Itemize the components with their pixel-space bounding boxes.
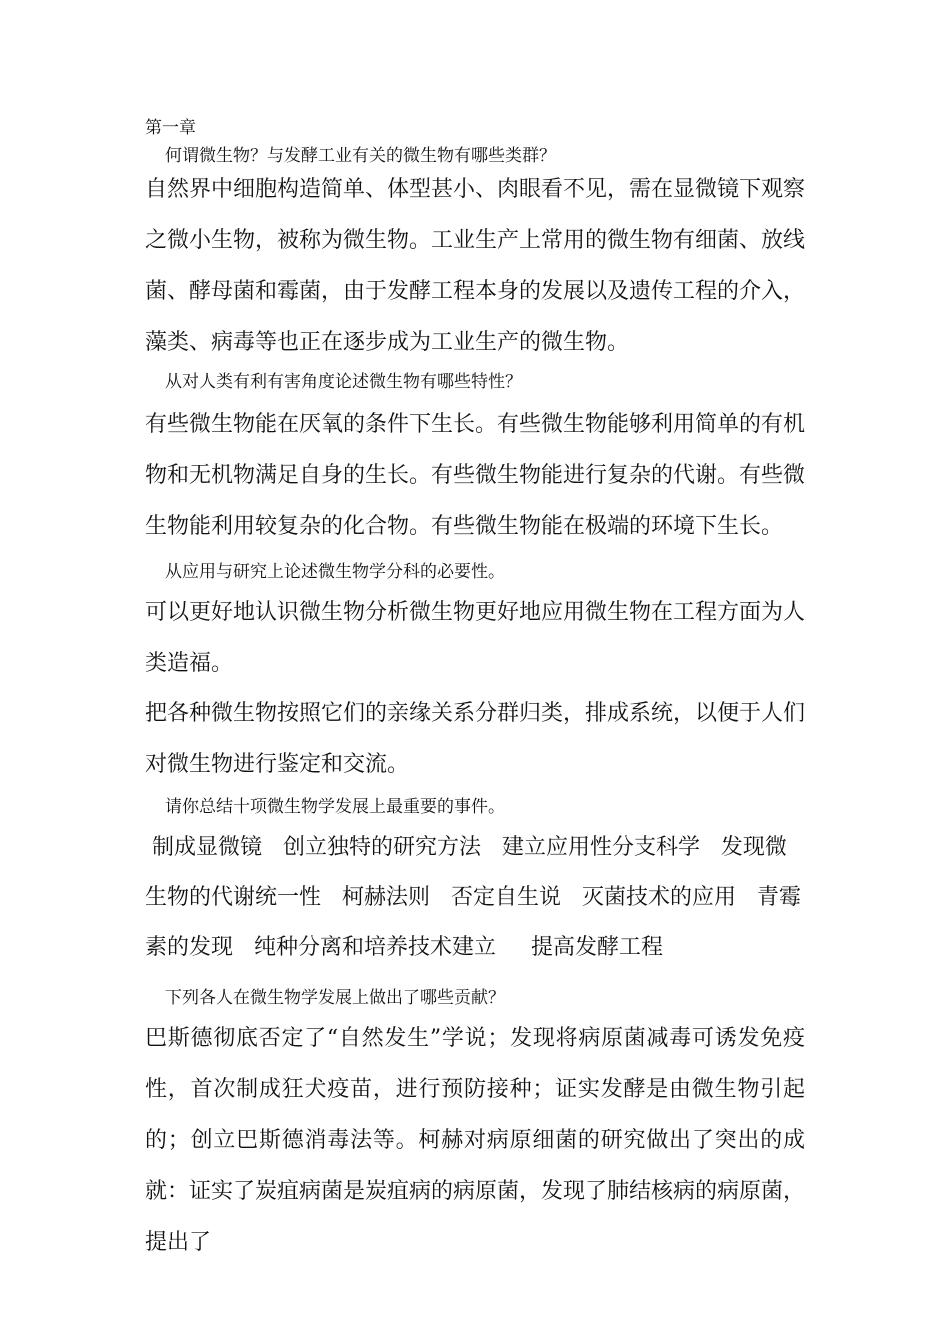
answer-2: 有些微生物能在厌氧的条件下生长。有些微生物能够利用简单的有机物和无机物满足自身的生长。有些微生物能进行复杂的代谢。有些微生物能利用较复杂的化合物。有些微生物能在极端的环境下生长。 [145,412,806,539]
question-4: 请你总结十项微生物学发展上最重要的事件。 [165,797,505,817]
question-2: 从对人类有利有害角度论述微生物有哪些特性？ [165,372,522,392]
events-line-3: 素的发现 纯种分离和培养技术建立 提高发酵工程 [145,935,663,960]
question-3: 从应用与研究上论述微生物学分科的必要性。 [165,562,505,582]
events-line-2: 生物的代谢统一性 柯赫法则 否定自生说 灭菌技术的应用 青霉 [145,885,801,910]
answer-1: 自然界中细胞构造简单、体型甚小、肉眼看不见，需在显微镜下观察之微小生物，被称为微生物。工业生产上常用的微生物有细菌、放线菌、酵母菌和霉菌，由于发酵工程本身的发展以及遗传工程的介入，藻类、病毒等也正在逐步成为工业生产的微生物。 [145,177,806,355]
events-line-1: 制成显微镜 创立独特的研究方法 建立应用性分支科学 发现微 [145,835,787,860]
question-1: 何谓微生物？与发酵工业有关的微生物有哪些类群？ [165,146,556,166]
answer-3a: 可以更好地认识微生物分析微生物更好地应用微生物在工程方面为人类造福。 [145,600,806,676]
chapter-heading: 第一章 [145,118,196,138]
answer-5: 巴斯德彻底否定了“自然发生”学说；发现将病原菌减毒可诱发免疫性，首次制成狂犬疫苗，进行预防接种；证实发酵是由微生物引起的；创立巴斯德消毒法等。柯赫对病原细菌的研究做出了突出的成就：证实了炭疽病菌是炭疽病的病原菌，发现了肺结核病的病原菌，提出了 [145,1026,806,1255]
question-5: 下列各人在微生物学发展上做出了哪些贡献？ [165,988,505,1008]
answer-3b: 把各种微生物按照它们的亲缘关系分群归类，排成系统，以便于人们对微生物进行鉴定和交流。 [145,701,806,777]
